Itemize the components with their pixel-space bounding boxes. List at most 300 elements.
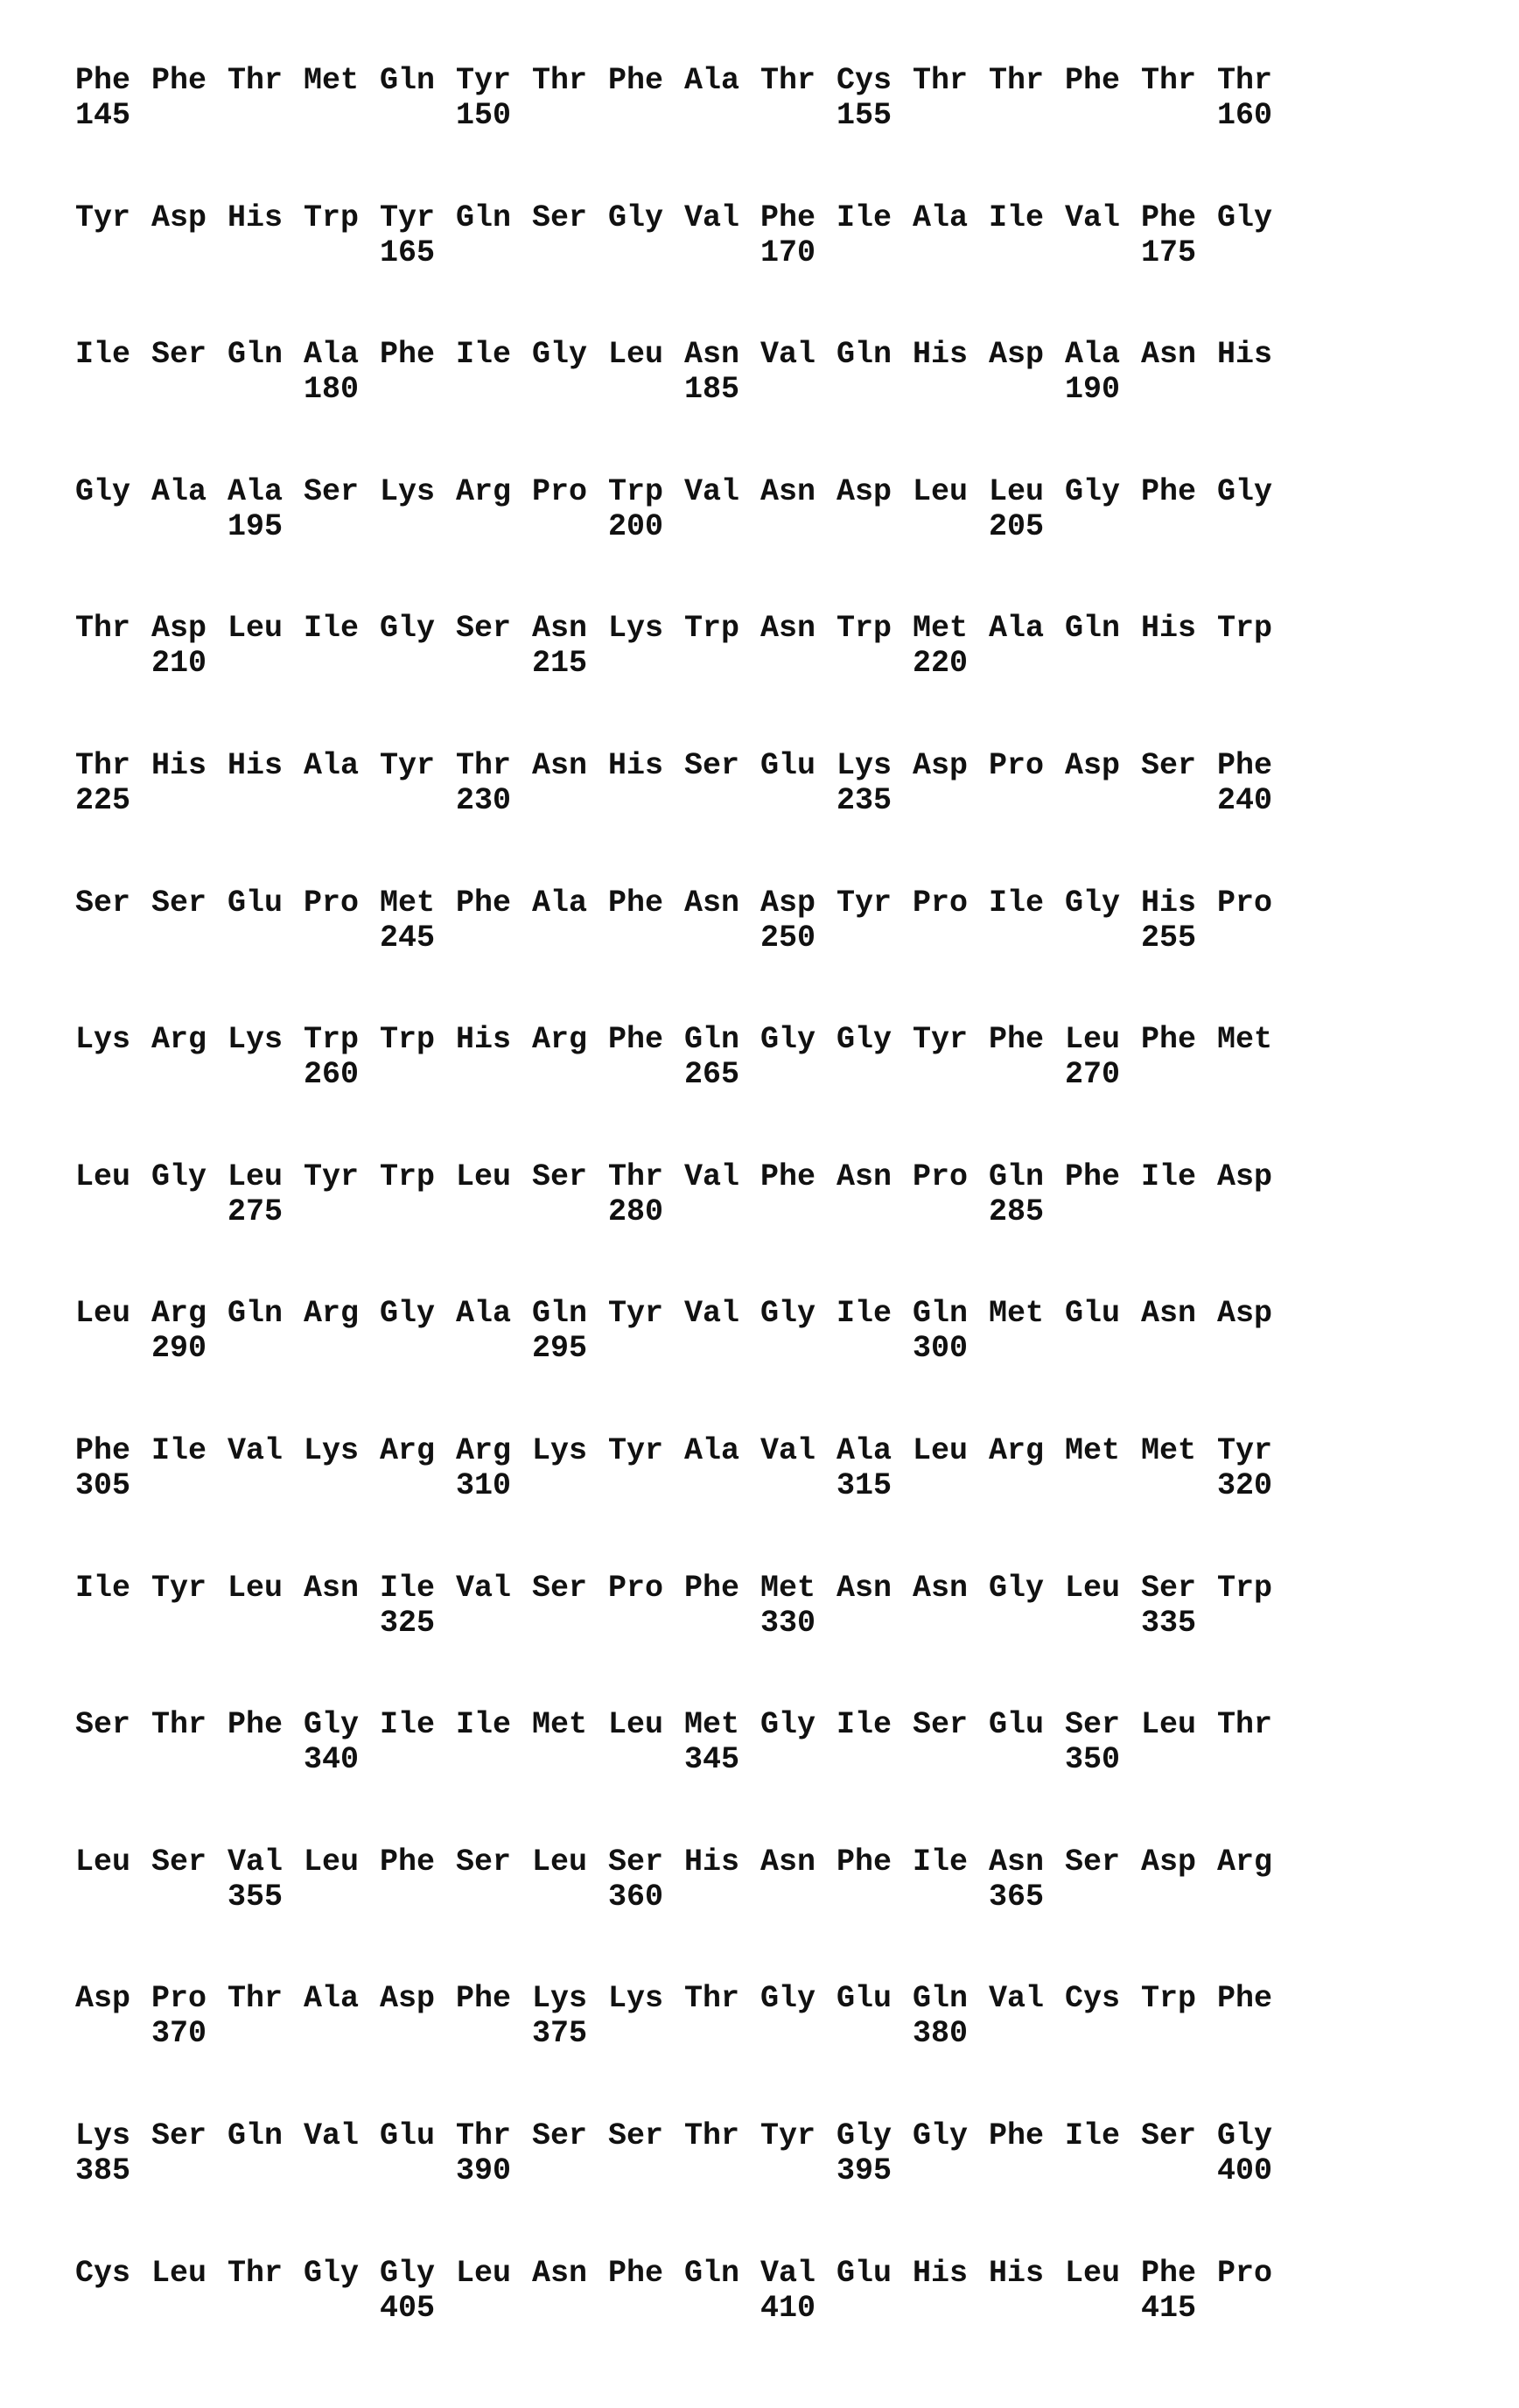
residue: Thr	[151, 1707, 206, 1742]
residue: Ser	[1065, 1707, 1120, 1742]
residue: Gly	[608, 200, 663, 235]
residue: Gln	[989, 1159, 1044, 1194]
residue: Pro	[913, 1159, 968, 1194]
residue: Val	[760, 2256, 816, 2291]
residue: Leu	[75, 1844, 130, 1880]
sequence-row	[0, 200, 1519, 288]
residue: Leu	[913, 1433, 968, 1468]
residue: Val	[684, 474, 739, 509]
residue: Tyr	[380, 200, 435, 235]
residue: Arg	[989, 1433, 1044, 1468]
residue: Ile	[836, 1707, 892, 1742]
residue: Ile	[989, 886, 1044, 920]
residue: Leu	[228, 1571, 283, 1606]
residue: Glu	[989, 1707, 1044, 1742]
residue: Gln	[913, 1981, 968, 2016]
residue: His	[989, 2256, 1044, 2291]
residue: Gly	[1065, 886, 1120, 920]
residue: Thr	[913, 63, 968, 98]
position-number: 355	[228, 1880, 283, 1914]
residue: Leu	[989, 474, 1044, 509]
residue: Ser	[151, 1844, 206, 1880]
residue: Gly	[836, 1022, 892, 1057]
sequence-row	[0, 611, 1519, 698]
residue: Lys	[608, 1981, 663, 2016]
residue: Ala	[228, 474, 283, 509]
position-number: 415	[1141, 2291, 1196, 2326]
residue: Trp	[1217, 611, 1272, 646]
position-number: 280	[608, 1194, 663, 1229]
residue: Ala	[913, 200, 968, 235]
residue: Leu	[75, 1159, 130, 1194]
residue: Glu	[760, 748, 816, 783]
residue: Gly	[304, 1707, 359, 1742]
residue: Asp	[836, 474, 892, 509]
sequence-row	[0, 1159, 1519, 1247]
residue: Arg	[151, 1022, 206, 1057]
residue: His	[151, 748, 206, 783]
position-number: 250	[760, 920, 816, 956]
residue: Asp	[913, 748, 968, 783]
residue: Tyr	[836, 886, 892, 920]
position-number: 225	[75, 783, 130, 818]
position-number: 380	[913, 2016, 968, 2051]
residue: Thr	[989, 63, 1044, 98]
residue: Phe	[456, 1981, 511, 2016]
position-number: 235	[836, 783, 892, 818]
residue: Gly	[760, 1022, 816, 1057]
position-number: 200	[608, 509, 663, 544]
position-number: 190	[1065, 372, 1120, 407]
residue: Ala	[456, 1296, 511, 1331]
position-number: 290	[151, 1331, 206, 1366]
residue: Leu	[1065, 1571, 1120, 1606]
position-number: 215	[532, 646, 587, 681]
residue: His	[913, 2256, 968, 2291]
residue: Trp	[1141, 1981, 1196, 2016]
residue: Tyr	[760, 2118, 816, 2153]
position-number: 240	[1217, 783, 1272, 818]
residue: Phe	[836, 1844, 892, 1880]
residue: Pro	[913, 886, 968, 920]
residue: Asp	[1065, 748, 1120, 783]
residue: Gly	[1217, 2118, 1272, 2153]
residue: Phe	[1065, 1159, 1120, 1194]
residue: Phe	[608, 1022, 663, 1057]
residue: Pro	[989, 748, 1044, 783]
residue: Cys	[836, 63, 892, 98]
position-number: 175	[1141, 235, 1196, 270]
residue: Phe	[1141, 474, 1196, 509]
residue: Phe	[1065, 63, 1120, 98]
residue: Leu	[304, 1844, 359, 1880]
residue: Thr	[75, 611, 130, 646]
residue: Phe	[760, 200, 816, 235]
sequence-row	[0, 1022, 1519, 1110]
residue: Trp	[380, 1022, 435, 1057]
sequence-row	[0, 2118, 1519, 2206]
residue: Met	[304, 63, 359, 98]
residue: Lys	[228, 1022, 283, 1057]
sequence-row	[0, 886, 1519, 973]
position-number: 375	[532, 2016, 587, 2051]
residue: Tyr	[380, 748, 435, 783]
residue: Ser	[684, 748, 739, 783]
residue: Asp	[989, 337, 1044, 372]
residue: Ala	[989, 611, 1044, 646]
residue: His	[456, 1022, 511, 1057]
residue: Ser	[456, 1844, 511, 1880]
residue: Ser	[1141, 748, 1196, 783]
residue: Gly	[1217, 474, 1272, 509]
residue: Ser	[532, 1571, 587, 1606]
residue: Lys	[836, 748, 892, 783]
position-number: 270	[1065, 1057, 1120, 1092]
residue: Tyr	[913, 1022, 968, 1057]
residue: Asp	[1141, 1844, 1196, 1880]
residue: His	[608, 748, 663, 783]
position-number: 410	[760, 2291, 816, 2326]
residue: Leu	[456, 1159, 511, 1194]
residue: Ala	[304, 337, 359, 372]
residue: His	[1141, 886, 1196, 920]
residue: Phe	[989, 2118, 1044, 2153]
residue: Asn	[532, 2256, 587, 2291]
residue: Asn	[760, 1844, 816, 1880]
residue: Phe	[151, 63, 206, 98]
residue: Ile	[75, 337, 130, 372]
residue: Ile	[836, 1296, 892, 1331]
residue: Lys	[608, 611, 663, 646]
residue: Asp	[151, 611, 206, 646]
residue: Ser	[75, 886, 130, 920]
residue: Ile	[1065, 2118, 1120, 2153]
residue: Ser	[532, 1159, 587, 1194]
residue: Ser	[304, 474, 359, 509]
residue: Gly	[532, 337, 587, 372]
residue: Ser	[151, 886, 206, 920]
residue: Phe	[1217, 748, 1272, 783]
sequence-row	[0, 474, 1519, 562]
residue: Asn	[1141, 1296, 1196, 1331]
residue: Phe	[608, 63, 663, 98]
residue: Gln	[684, 2256, 739, 2291]
residue: Thr	[1217, 63, 1272, 98]
residue: Tyr	[304, 1159, 359, 1194]
residue: Glu	[228, 886, 283, 920]
residue: Ile	[836, 200, 892, 235]
residue: Asn	[304, 1571, 359, 1606]
position-number: 145	[75, 98, 130, 133]
residue: Met	[760, 1571, 816, 1606]
residue: Thr	[75, 748, 130, 783]
position-number: 330	[760, 1606, 816, 1641]
residue: Lys	[75, 2118, 130, 2153]
residue: Thr	[228, 63, 283, 98]
residue: Val	[304, 2118, 359, 2153]
residue: Gly	[380, 1296, 435, 1331]
residue: Phe	[1217, 1981, 1272, 2016]
position-number: 305	[75, 1468, 130, 1503]
position-number: 265	[684, 1057, 739, 1092]
residue: Leu	[456, 2256, 511, 2291]
residue: Gly	[1065, 474, 1120, 509]
residue: His	[228, 200, 283, 235]
residue: Leu	[1141, 1707, 1196, 1742]
residue: Gln	[456, 200, 511, 235]
residue: Val	[228, 1433, 283, 1468]
residue: Arg	[304, 1296, 359, 1331]
position-number: 170	[760, 235, 816, 270]
residue: Asp	[1217, 1296, 1272, 1331]
residue: Phe	[456, 886, 511, 920]
residue: Thr	[684, 1981, 739, 2016]
residue: Phe	[380, 1844, 435, 1880]
residue: Thr	[456, 2118, 511, 2153]
residue: Trp	[304, 200, 359, 235]
residue: Leu	[1065, 1022, 1120, 1057]
residue: Val	[760, 1433, 816, 1468]
residue: Asp	[75, 1981, 130, 2016]
position-number: 295	[532, 1331, 587, 1366]
position-number: 210	[151, 646, 206, 681]
residue: Trp	[684, 611, 739, 646]
residue: Gly	[760, 1296, 816, 1331]
position-number: 400	[1217, 2153, 1272, 2188]
residue: Phe	[1141, 200, 1196, 235]
position-number: 260	[304, 1057, 359, 1092]
position-number: 345	[684, 1742, 739, 1777]
residue: Gly	[380, 2256, 435, 2291]
residue: Ile	[1141, 1159, 1196, 1194]
residue: Met	[684, 1707, 739, 1742]
residue: Ser	[456, 611, 511, 646]
residue: Ala	[1065, 337, 1120, 372]
residue: Val	[1065, 200, 1120, 235]
position-number: 220	[913, 646, 968, 681]
residue: Ser	[608, 2118, 663, 2153]
residue: Lys	[532, 1433, 587, 1468]
residue: Asn	[760, 474, 816, 509]
residue: Met	[532, 1707, 587, 1742]
residue: Asn	[913, 1571, 968, 1606]
position-number: 320	[1217, 1468, 1272, 1503]
residue: Ile	[304, 611, 359, 646]
residue: Gly	[760, 1707, 816, 1742]
position-number: 255	[1141, 920, 1196, 956]
sequence-row	[0, 748, 1519, 836]
residue: Asn	[532, 611, 587, 646]
residue: Val	[684, 1159, 739, 1194]
residue: Ala	[836, 1433, 892, 1468]
residue: Asn	[1141, 337, 1196, 372]
residue: Gly	[304, 2256, 359, 2291]
residue: Asn	[836, 1571, 892, 1606]
residue: Tyr	[1217, 1433, 1272, 1468]
residue: Asp	[380, 1981, 435, 2016]
residue: Met	[1065, 1433, 1120, 1468]
sequence-row	[0, 2256, 1519, 2343]
position-number: 180	[304, 372, 359, 407]
position-number: 360	[608, 1880, 663, 1914]
residue: Asn	[684, 337, 739, 372]
residue: Pro	[532, 474, 587, 509]
position-number: 385	[75, 2153, 130, 2188]
sequence-row	[0, 1571, 1519, 1658]
residue: Lys	[380, 474, 435, 509]
residue: Gly	[151, 1159, 206, 1194]
residue: Asn	[836, 1159, 892, 1194]
position-number: 205	[989, 509, 1044, 544]
residue: Ile	[456, 1707, 511, 1742]
position-number: 230	[456, 783, 511, 818]
sequence-row	[0, 1707, 1519, 1795]
residue: Trp	[608, 474, 663, 509]
residue: Leu	[228, 1159, 283, 1194]
residue: Arg	[1217, 1844, 1272, 1880]
residue: Pro	[151, 1981, 206, 2016]
residue: Thr	[228, 1981, 283, 2016]
residue: Ile	[380, 1707, 435, 1742]
residue: Val	[228, 1844, 283, 1880]
residue: Phe	[1141, 1022, 1196, 1057]
residue: Tyr	[608, 1433, 663, 1468]
residue: Val	[684, 200, 739, 235]
residue: Ile	[913, 1844, 968, 1880]
residue: Thr	[456, 748, 511, 783]
residue: Ile	[75, 1571, 130, 1606]
residue: Ser	[151, 337, 206, 372]
residue: Asp	[151, 200, 206, 235]
residue: Ser	[913, 1707, 968, 1742]
residue: Thr	[228, 2256, 283, 2291]
residue: Phe	[760, 1159, 816, 1194]
position-number: 150	[456, 98, 511, 133]
sequence-row	[0, 1433, 1519, 1521]
residue: Val	[760, 337, 816, 372]
residue: Tyr	[151, 1571, 206, 1606]
sequence-row	[0, 1981, 1519, 2068]
residue: Asp	[760, 886, 816, 920]
residue: Ile	[989, 200, 1044, 235]
residue: Phe	[75, 1433, 130, 1468]
residue: Phe	[608, 2256, 663, 2291]
residue: Ser	[75, 1707, 130, 1742]
position-number: 310	[456, 1468, 511, 1503]
residue: Glu	[1065, 1296, 1120, 1331]
position-number: 405	[380, 2291, 435, 2326]
residue: Leu	[608, 1707, 663, 1742]
position-number: 340	[304, 1742, 359, 1777]
residue: Asp	[1217, 1159, 1272, 1194]
residue: Gly	[760, 1981, 816, 2016]
residue: Gly	[380, 611, 435, 646]
residue: Cys	[75, 2256, 130, 2291]
residue: Gly	[75, 474, 130, 509]
residue: Pro	[304, 886, 359, 920]
residue: His	[913, 337, 968, 372]
residue: Phe	[75, 63, 130, 98]
residue: Leu	[1065, 2256, 1120, 2291]
residue: Ile	[151, 1433, 206, 1468]
residue: Leu	[75, 1296, 130, 1331]
residue: Leu	[228, 611, 283, 646]
residue: Tyr	[456, 63, 511, 98]
residue: Gln	[228, 2118, 283, 2153]
residue: Thr	[532, 63, 587, 98]
position-number: 185	[684, 372, 739, 407]
position-number: 195	[228, 509, 283, 544]
residue: Ser	[532, 2118, 587, 2153]
residue: Asn	[684, 886, 739, 920]
residue: Asn	[989, 1844, 1044, 1880]
residue: Thr	[684, 2118, 739, 2153]
position-number: 315	[836, 1468, 892, 1503]
residue: Ala	[532, 886, 587, 920]
residue: Pro	[1217, 2256, 1272, 2291]
residue: Arg	[456, 1433, 511, 1468]
residue: Gln	[836, 337, 892, 372]
position-number: 390	[456, 2153, 511, 2188]
residue: Ser	[1065, 1844, 1120, 1880]
residue: Phe	[380, 337, 435, 372]
residue: Tyr	[608, 1296, 663, 1331]
residue: Leu	[532, 1844, 587, 1880]
residue: Ser	[1141, 1571, 1196, 1606]
residue: Leu	[913, 474, 968, 509]
residue: Thr	[608, 1159, 663, 1194]
position-number: 155	[836, 98, 892, 133]
residue: Val	[989, 1981, 1044, 2016]
residue: Ala	[684, 63, 739, 98]
residue: Met	[989, 1296, 1044, 1331]
residue: Met	[913, 611, 968, 646]
residue: Pro	[1217, 886, 1272, 920]
sequence-row	[0, 337, 1519, 424]
residue: Ser	[608, 1844, 663, 1880]
residue: Arg	[151, 1296, 206, 1331]
residue: Gln	[913, 1296, 968, 1331]
residue: Gln	[532, 1296, 587, 1331]
residue: Phe	[1141, 2256, 1196, 2291]
residue: Ser	[151, 2118, 206, 2153]
position-number: 285	[989, 1194, 1044, 1229]
residue: Trp	[1217, 1571, 1272, 1606]
residue: Asn	[532, 748, 587, 783]
residue: Arg	[532, 1022, 587, 1057]
residue: Glu	[836, 1981, 892, 2016]
residue: Ala	[304, 1981, 359, 2016]
residue: Tyr	[75, 200, 130, 235]
position-number: 165	[380, 235, 435, 270]
residue: Thr	[1217, 1707, 1272, 1742]
residue: Arg	[456, 474, 511, 509]
position-number: 300	[913, 1331, 968, 1366]
residue: Arg	[380, 1433, 435, 1468]
position-number: 245	[380, 920, 435, 956]
residue: Cys	[1065, 1981, 1120, 2016]
residue: His	[684, 1844, 739, 1880]
position-number: 335	[1141, 1606, 1196, 1641]
residue: Trp	[836, 611, 892, 646]
residue: Lys	[532, 1981, 587, 2016]
residue: Trp	[304, 1022, 359, 1057]
residue: Leu	[151, 2256, 206, 2291]
residue: Met	[1217, 1022, 1272, 1057]
sequence-row	[0, 1844, 1519, 1932]
residue: Pro	[608, 1571, 663, 1606]
residue: Ser	[1141, 2118, 1196, 2153]
